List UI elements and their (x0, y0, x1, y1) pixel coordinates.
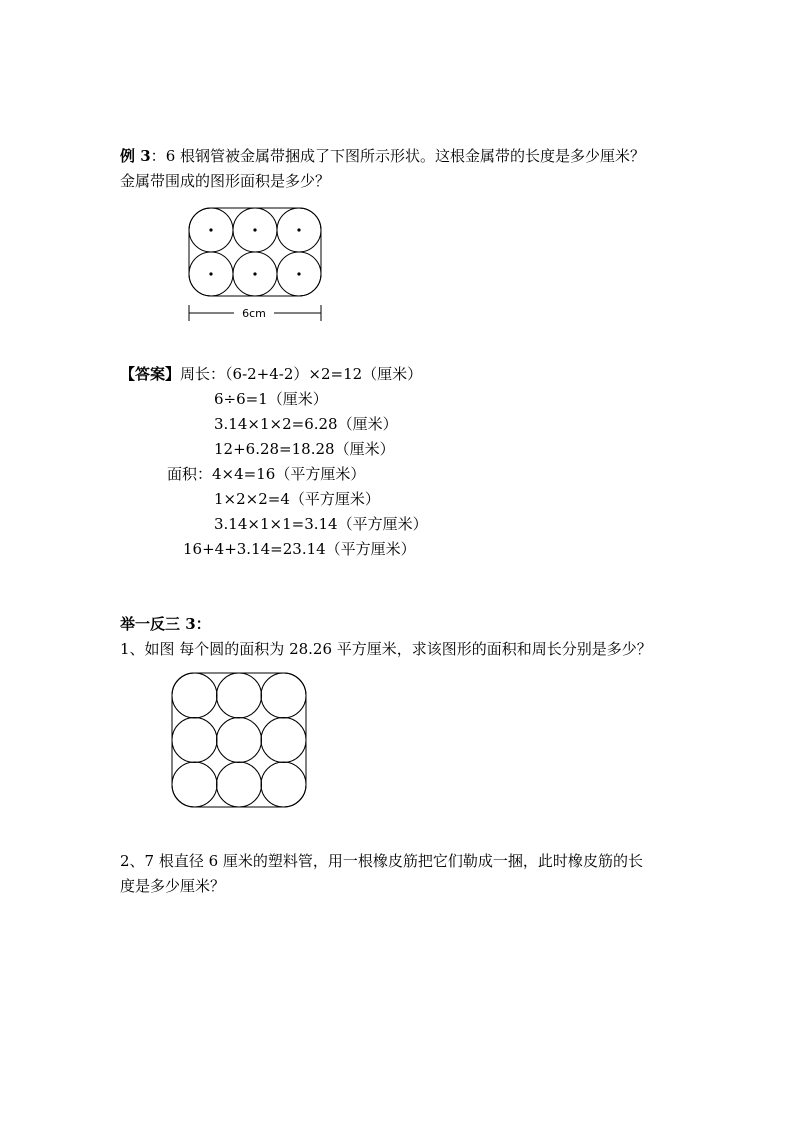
example-question-line2: 金属带围成的图形面积是多少？ (120, 172, 331, 190)
practice-question-2-line2: 度是多少厘米？ (120, 877, 226, 895)
pipe-center-dot (209, 228, 212, 231)
perimeter-line: 3.14×1×2=6.28（厘米） (214, 415, 398, 433)
circle (261, 673, 306, 718)
circle (217, 673, 262, 718)
area-line: 4×4=16（平方厘米） (212, 465, 366, 483)
circle (217, 762, 262, 807)
perimeter-line: 6÷6=1（厘米） (214, 390, 328, 408)
circle (172, 718, 217, 763)
answer-tag: 【答案】 (120, 365, 181, 383)
circle (261, 718, 306, 763)
example-text-line1: 6 根钢管被金属带捆成了下图所示形状。这根金属带的长度是多少厘米？ (165, 147, 646, 165)
practice-heading: 举一反三 3： (120, 615, 211, 633)
example-label: 例 3 (120, 147, 151, 165)
area-line: 16+4+3.14=23.14（平方厘米） (183, 540, 416, 558)
answer-area-row (167, 464, 365, 484)
circle (217, 718, 262, 763)
pipe-center-dot (253, 272, 256, 275)
pipe-center-dot (209, 272, 212, 275)
circle (172, 762, 217, 807)
pipe-center-dot (297, 272, 300, 275)
example-colon: ： (150, 147, 166, 165)
perimeter-label: 周长： (180, 365, 226, 383)
practice-question-1: 1、如图 每个圆的面积为 28.26 平方厘米，求该图形的面积和周长分别是多少？ (120, 640, 652, 658)
nine-circles-figure (171, 672, 307, 808)
area-label: 面积： (167, 465, 213, 483)
area-line: 3.14×1×1=3.14（平方厘米） (214, 515, 428, 533)
area-line: 1×2×2=4（平方厘米） (214, 490, 380, 508)
perimeter-line: 12+6.28=18.28（厘米） (214, 440, 395, 458)
example-question-line1 (120, 146, 645, 166)
circle (261, 762, 306, 807)
pipe-center-dot (297, 228, 300, 231)
pipe-bundle-figure (186, 205, 326, 325)
practice-question-2-line1: 2、7 根直径 6 厘米的塑料管，用一根橡皮筋把它们勒成一捆，此时橡皮筋的长 (120, 852, 643, 870)
dimension-caption: 6cm (242, 307, 266, 320)
circle (172, 673, 217, 718)
perimeter-line: （6-2+4-2）×2=12（厘米） (225, 365, 423, 383)
answer-perimeter-row (120, 364, 422, 384)
rounded-outline (172, 673, 306, 807)
pipe-center-dot (253, 228, 256, 231)
